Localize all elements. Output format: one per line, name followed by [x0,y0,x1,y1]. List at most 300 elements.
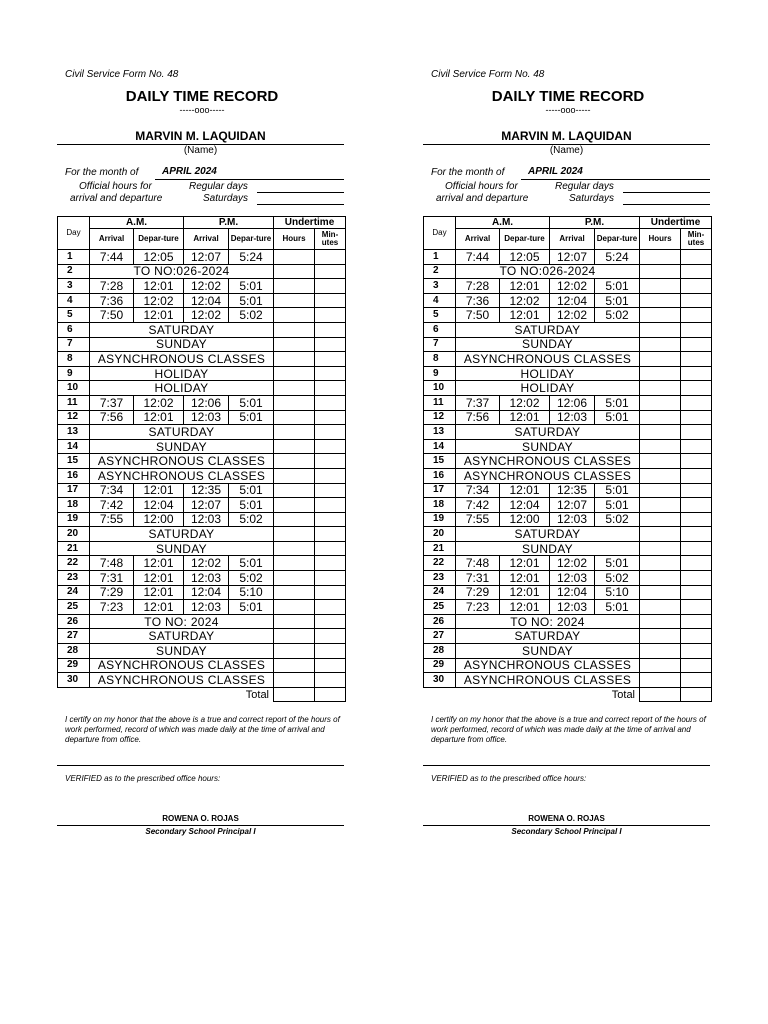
am-departure: 12:04 [500,498,550,513]
header-pm-arrival: Arrival [550,229,595,250]
table-row [424,322,712,337]
table-row [58,512,346,527]
am-arrival: 7:50 [90,308,134,323]
undertime-minutes [681,293,712,308]
pm-departure: 5:01 [595,556,640,571]
pm-departure: 5:01 [595,293,640,308]
header-hours: Hours [274,229,315,250]
form-title: DAILY TIME RECORD [125,88,279,105]
verified-text: VERIFIED as to the prescribed office hours: [431,774,587,783]
pm-arrival: 12:07 [184,250,229,265]
month-label: For the month of [65,167,139,178]
pm-departure: 5:24 [595,250,640,265]
table-row [58,644,346,659]
am-arrival: 7:56 [456,410,500,425]
day-number: 18 [58,498,90,513]
am-arrival: 7:36 [456,293,500,308]
undertime-minutes [681,614,712,629]
header-day: Day [58,217,90,250]
day-remark: SUNDAY [456,439,640,454]
day-number: 25 [58,600,90,615]
month-value: APRIL 2024 [521,166,710,180]
day-number: 16 [424,468,456,483]
day-number: 2 [58,264,90,279]
name-label: (Name) [549,145,584,156]
pm-departure: 5:02 [595,308,640,323]
undertime-hours [274,337,315,352]
table-row [424,395,712,410]
undertime-minutes [681,337,712,352]
am-arrival: 7:56 [90,410,134,425]
undertime-minutes [681,673,712,688]
undertime-minutes [315,571,346,586]
table-row [424,337,712,352]
undertime-hours [640,527,681,542]
am-arrival: 7:50 [456,308,500,323]
undertime-hours [274,483,315,498]
am-arrival: 7:48 [456,556,500,571]
undertime-hours [640,395,681,410]
undertime-minutes [315,512,346,527]
am-arrival: 7:42 [90,498,134,513]
pm-arrival: 12:04 [550,585,595,600]
undertime-hours [640,673,681,688]
undertime-minutes [681,541,712,556]
day-remark: ASYNCHRONOUS CLASSES [90,454,274,469]
signatory-line [423,825,710,826]
am-departure: 12:01 [134,279,184,294]
undertime-hours [274,454,315,469]
undertime-hours [274,381,315,396]
undertime-hours [640,468,681,483]
am-departure: 12:01 [134,571,184,586]
table-row [58,410,346,425]
header-undertime: Undertime [640,217,712,229]
am-arrival: 7:55 [456,512,500,527]
table-row [58,439,346,454]
table-row [424,614,712,629]
table-row [424,454,712,469]
undertime-minutes [315,308,346,323]
pm-departure: 5:02 [595,571,640,586]
day-remark: ASYNCHRONOUS CLASSES [90,658,274,673]
undertime-minutes [681,410,712,425]
day-number: 26 [58,614,90,629]
table-row [58,337,346,352]
pm-arrival: 12:02 [184,556,229,571]
undertime-hours [640,366,681,381]
undertime-minutes [681,264,712,279]
day-number: 15 [58,454,90,469]
day-number: 22 [58,556,90,571]
time-record-table [423,216,712,702]
am-arrival: 7:28 [456,279,500,294]
undertime-hours [274,366,315,381]
am-arrival: 7:23 [90,600,134,615]
table-row [424,512,712,527]
pm-arrival: 12:04 [550,293,595,308]
undertime-hours [274,658,315,673]
am-arrival: 7:48 [90,556,134,571]
table-row [424,293,712,308]
undertime-hours [274,512,315,527]
pm-arrival: 12:03 [550,600,595,615]
day-number: 10 [424,381,456,396]
undertime-hours [640,585,681,600]
day-number: 2 [424,264,456,279]
undertime-hours [640,279,681,294]
table-row [58,468,346,483]
undertime-hours [640,425,681,440]
day-remark: SATURDAY [456,322,640,337]
day-remark: ASYNCHRONOUS CLASSES [90,468,274,483]
undertime-minutes [315,498,346,513]
table-row [58,483,346,498]
day-remark: SUNDAY [90,541,274,556]
am-departure: 12:05 [500,250,550,265]
undertime-minutes [315,483,346,498]
undertime-hours [274,644,315,659]
undertime-minutes [681,600,712,615]
pm-arrival: 12:03 [184,600,229,615]
undertime-minutes [315,410,346,425]
table-row [424,483,712,498]
day-remark: ASYNCHRONOUS CLASSES [456,454,640,469]
am-departure: 12:01 [500,571,550,586]
regular-days-label: Regular days [189,181,248,192]
pm-departure: 5:01 [595,600,640,615]
undertime-hours [274,571,315,586]
table-row [58,614,346,629]
table-row [424,585,712,600]
pm-arrival: 12:02 [550,556,595,571]
signatory-title: Secondary School Principal I [145,827,256,836]
table-row [424,308,712,323]
undertime-hours [274,439,315,454]
undertime-hours [274,498,315,513]
pm-departure: 5:01 [229,600,274,615]
undertime-minutes [681,250,712,265]
am-departure: 12:01 [500,585,550,600]
table-row [58,600,346,615]
undertime-hours [640,454,681,469]
undertime-hours [640,658,681,673]
undertime-hours [274,556,315,571]
employee-name: MARVIN M. LAQUIDAN [423,129,710,145]
table-row [424,629,712,644]
undertime-minutes [315,322,346,337]
undertime-minutes [681,454,712,469]
pm-departure: 5:02 [595,512,640,527]
undertime-hours [640,541,681,556]
undertime-hours [640,483,681,498]
day-remark: ASYNCHRONOUS CLASSES [456,352,640,367]
day-number: 21 [424,541,456,556]
undertime-hours [640,600,681,615]
day-number: 13 [424,425,456,440]
pm-arrival: 12:07 [184,498,229,513]
pm-arrival: 12:04 [184,585,229,600]
undertime-hours [640,439,681,454]
day-number: 26 [424,614,456,629]
day-number: 11 [424,395,456,410]
table-row [424,381,712,396]
day-number: 20 [424,527,456,542]
day-number: 9 [424,366,456,381]
undertime-hours [274,264,315,279]
undertime-hours [640,352,681,367]
undertime-minutes [681,468,712,483]
pm-departure: 5:01 [229,293,274,308]
pm-departure: 5:01 [595,395,640,410]
table-row [58,279,346,294]
pm-departure: 5:02 [229,571,274,586]
day-number: 15 [424,454,456,469]
total-row [424,687,712,702]
undertime-minutes [681,585,712,600]
day-number: 27 [424,629,456,644]
pm-arrival: 12:35 [550,483,595,498]
table-row [58,250,346,265]
pm-arrival: 12:02 [184,279,229,294]
certification-text: I certify on my honor that the above is a true and correct report of the hours of work performed, record of which was made daily at the time of arrival and departure from office. [65,715,340,744]
table-row [424,468,712,483]
am-arrival: 7:29 [456,585,500,600]
official-hours-label-2: arrival and departure [436,193,529,204]
undertime-minutes [681,439,712,454]
undertime-minutes [315,541,346,556]
undertime-minutes [315,658,346,673]
pm-departure: 5:01 [229,483,274,498]
undertime-minutes [681,658,712,673]
undertime-minutes [315,366,346,381]
verified-text: VERIFIED as to the prescribed office hours: [65,774,221,783]
undertime-hours [274,410,315,425]
table-row [58,425,346,440]
day-number: 14 [424,439,456,454]
table-row [58,322,346,337]
dtr-form-left [57,0,347,1024]
day-number: 29 [424,658,456,673]
regular-days-field [257,192,344,193]
table-row [58,556,346,571]
undertime-hours [640,410,681,425]
pm-departure: 5:01 [229,395,274,410]
undertime-minutes [681,498,712,513]
am-departure: 12:00 [134,512,184,527]
undertime-minutes [681,644,712,659]
total-minutes [681,687,712,702]
employee-name: MARVIN M. LAQUIDAN [57,129,344,145]
undertime-hours [640,556,681,571]
saturdays-label: Saturdays [569,193,615,204]
header-pm: P.M. [550,217,640,229]
day-number: 24 [58,585,90,600]
day-number: 28 [424,644,456,659]
form-subtitle: -----ooo----- [179,105,225,115]
pm-departure: 5:01 [229,279,274,294]
employee-signature-line [423,765,710,766]
day-number: 4 [58,293,90,308]
form-title: DAILY TIME RECORD [491,88,645,105]
am-departure: 12:01 [134,410,184,425]
undertime-minutes [315,279,346,294]
pm-arrival: 12:04 [184,293,229,308]
header-pm: P.M. [184,217,274,229]
undertime-minutes [315,337,346,352]
undertime-minutes [315,439,346,454]
undertime-minutes [681,381,712,396]
official-hours-label-1: Official hours for [79,181,152,192]
pm-arrival: 12:03 [184,410,229,425]
undertime-minutes [315,673,346,688]
day-number: 17 [58,483,90,498]
header-am-arrival: Arrival [456,229,500,250]
undertime-minutes [315,454,346,469]
table-row [58,571,346,586]
day-number: 24 [424,585,456,600]
pm-arrival: 12:03 [550,571,595,586]
undertime-minutes [681,322,712,337]
undertime-minutes [681,571,712,586]
am-departure: 12:01 [134,585,184,600]
day-number: 5 [424,308,456,323]
day-number: 20 [58,527,90,542]
dtr-form-right [423,0,713,1024]
day-number: 3 [58,279,90,294]
day-remark: ASYNCHRONOUS CLASSES [90,673,274,688]
header-minutes: Min-utes [315,229,346,250]
undertime-hours [274,468,315,483]
undertime-hours [274,322,315,337]
regular-days-label: Regular days [555,181,614,192]
day-number: 30 [424,673,456,688]
day-number: 3 [424,279,456,294]
day-remark: SUNDAY [90,337,274,352]
pm-departure: 5:24 [229,250,274,265]
total-hours [640,687,681,702]
total-minutes [315,687,346,702]
am-departure: 12:01 [134,308,184,323]
day-number: 18 [424,498,456,513]
total-label: Total [58,687,274,702]
day-number: 6 [58,322,90,337]
form-number: Civil Service Form No. 48 [65,69,179,80]
pm-departure: 5:02 [229,308,274,323]
day-remark: HOLIDAY [456,381,640,396]
pm-departure: 5:01 [229,498,274,513]
day-number: 6 [424,322,456,337]
employee-signature-line [57,765,344,766]
day-remark: ASYNCHRONOUS CLASSES [456,673,640,688]
pm-departure: 5:01 [595,483,640,498]
day-number: 22 [424,556,456,571]
day-remark: ASYNCHRONOUS CLASSES [90,352,274,367]
am-arrival: 7:36 [90,293,134,308]
undertime-hours [640,629,681,644]
am-arrival: 7:34 [90,483,134,498]
day-number: 14 [58,439,90,454]
am-departure: 12:01 [500,410,550,425]
table-row [58,366,346,381]
pm-departure: 5:02 [229,512,274,527]
undertime-minutes [681,395,712,410]
official-hours-label-1: Official hours for [445,181,518,192]
am-arrival: 7:28 [90,279,134,294]
day-remark: ASYNCHRONOUS CLASSES [456,468,640,483]
pm-departure: 5:10 [229,585,274,600]
am-arrival: 7:29 [90,585,134,600]
am-arrival: 7:37 [456,395,500,410]
header-pm-departure: Depar-ture [595,229,640,250]
header-pm-arrival: Arrival [184,229,229,250]
day-number: 1 [424,250,456,265]
am-arrival: 7:55 [90,512,134,527]
table-row [424,250,712,265]
day-remark: HOLIDAY [456,366,640,381]
undertime-hours [640,308,681,323]
am-arrival: 7:31 [90,571,134,586]
pm-arrival: 12:06 [184,395,229,410]
day-remark: SUNDAY [456,644,640,659]
table-row [424,673,712,688]
undertime-minutes [681,425,712,440]
day-remark: SATURDAY [90,322,274,337]
table-row [58,381,346,396]
day-number: 4 [424,293,456,308]
day-remark: SATURDAY [90,425,274,440]
day-number: 12 [424,410,456,425]
undertime-hours [274,541,315,556]
table-row [424,600,712,615]
pm-arrival: 12:03 [184,512,229,527]
day-remark: HOLIDAY [90,381,274,396]
day-remark: HOLIDAY [90,366,274,381]
undertime-minutes [681,308,712,323]
header-am: A.M. [90,217,184,229]
undertime-minutes [315,527,346,542]
undertime-hours [274,425,315,440]
pm-arrival: 12:35 [184,483,229,498]
regular-days-field [623,192,710,193]
table-row [424,425,712,440]
time-record-table [57,216,346,702]
undertime-hours [640,614,681,629]
undertime-hours [640,381,681,396]
undertime-minutes [315,250,346,265]
day-number: 11 [58,395,90,410]
pm-arrival: 12:03 [550,512,595,527]
undertime-hours [274,395,315,410]
total-row [58,687,346,702]
day-remark: SUNDAY [90,644,274,659]
undertime-minutes [315,585,346,600]
month-value: APRIL 2024 [155,166,344,180]
undertime-minutes [315,614,346,629]
day-number: 21 [58,541,90,556]
pm-departure: 5:01 [595,279,640,294]
day-remark: SUNDAY [456,541,640,556]
day-number: 8 [58,352,90,367]
table-row [424,366,712,381]
day-remark: SATURDAY [456,629,640,644]
undertime-minutes [315,600,346,615]
undertime-hours [274,629,315,644]
am-arrival: 7:23 [456,600,500,615]
undertime-hours [274,308,315,323]
undertime-hours [274,250,315,265]
undertime-hours [274,614,315,629]
